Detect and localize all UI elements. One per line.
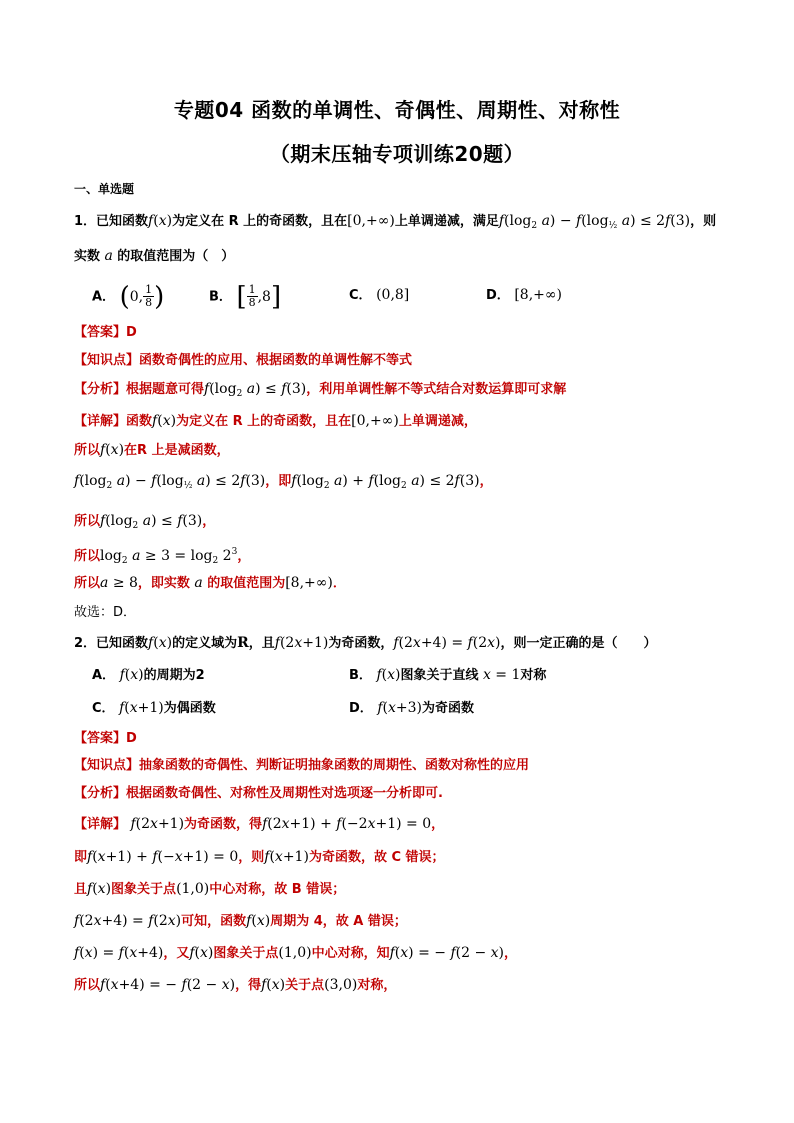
q2-detail-4: f(2x+4) = f(2x)可知，函数f(x)周期为 4，故 A 错误； xyxy=(74,913,407,929)
q2-knowledge-point: 【知识点】抽象函数的奇偶性、判断证明抽象函数的周期性、函数对称性的应用 xyxy=(74,758,530,773)
q2-option-d: D． f(x+3)为奇函数 xyxy=(349,700,475,716)
q2-option-c: C． f(x+1)为偶函数 xyxy=(92,700,216,716)
page-subtitle: （期末压轴专项训练20题） xyxy=(269,142,525,166)
math: $f(\log_2$ $a) - f(\log_{\frac{1}{2}}$ a) ≤ 2f(3) xyxy=(498,213,691,231)
math: [0,+∞) xyxy=(347,213,395,229)
q2-detail-6: 所以f(x+4) = − f(2 − x)，得f(x)关于点(3,0)对称， xyxy=(74,977,397,993)
page-title: 专题04 函数的单调性、奇偶性、周期性、对称性 xyxy=(173,98,621,122)
q2-detail-5: f(x) = f(x+4)，又f(x)图象关于点(1,0)中心对称，知f(x) = − f(2 − x)， xyxy=(74,945,518,961)
q2-detail-1: 【详解】 f(2x+1)为奇函数，得f(2x+1) + f(−2x+1) = 0， xyxy=(74,816,445,832)
section-heading: 一、单选题 xyxy=(74,182,135,196)
q1-option-b: B． [ $\frac{1}{8}$ ,8] xyxy=(209,281,282,312)
q1-knowledge-point: 【知识点】函数奇偶性的应用、根据函数的单调性解不等式 xyxy=(74,353,413,368)
q1-detail-1: 【详解】函数f(x)为定义在 R 上的奇函数，且在[0,+∞)上单调递减， xyxy=(74,413,477,429)
q1-stem-line2: 实数 a 的取值范围为（ ） xyxy=(74,248,235,264)
q1-detail-6: 所以a ≥ 8，即实数 a 的取值范围为[8,+∞)． xyxy=(74,575,346,591)
q2-option-b: B． f(x)图象关于直线 x = 1对称 xyxy=(349,667,547,683)
q1-stem-line1: 1．已知函数f(x)为定义在 R 上的奇函数，且在[0,+∞)上单调递减，满足$f(\log_2$ $a) - f(\log_{\frac{1}{2}}$ a) ≤ 2f(3)，则 xyxy=(74,213,717,231)
q1-option-a: A． (0, $\frac{1}{8}$ ) xyxy=(92,281,165,312)
q1-detail-2: 所以f(x)在R 上是减函数， xyxy=(74,442,230,458)
q2-detail-3: 且f(x)图象关于点(1,0)中心对称，故 B 错误； xyxy=(74,881,346,897)
q1-choice: 故选：D． xyxy=(74,605,137,620)
q2-stem: 2．已知函数f(x)的定义域为R，且f(2x+1)为奇函数，f(2x+4) = f(2x)，则一定正确的是（ ） xyxy=(74,635,657,651)
q2-detail-2: 即f(x+1) + f(−x+1) = 0，则f(x+1)为奇函数，故 C 错误； xyxy=(74,849,445,865)
q1-analysis: 【分析】根据题意可得$f(\log_2$ a) ≤ f(3)，利用单调性解不等式结合对数运算即可求解 xyxy=(74,381,567,399)
q2-answer: 【答案】D xyxy=(74,731,137,746)
q1-option-d: D． [8,+∞) xyxy=(486,287,563,303)
q1-answer: 【答案】D xyxy=(74,325,137,340)
q1-detail-4: 所以$f(\log_2$ a) ≤ f(3)， xyxy=(74,513,216,531)
q1-detail-3: $f(\log_2$ $a) - f(\log_{\frac{1}{2}}$ a) ≤ 2f(3)，即$f(\log_2$ $a) + f(\log_2$ a) ≤ 2f(3)， xyxy=(74,473,493,491)
q1-detail-5: 所以$\log_2 a \ge 3 = \log_2 2^3$， xyxy=(74,547,251,566)
math: f(x) xyxy=(148,213,173,229)
q2-option-a: A． f(x)的周期为2 xyxy=(92,667,205,683)
q1-option-c: C． (0,8] xyxy=(349,287,410,303)
q2-analysis: 【分析】根据函数奇偶性、对称性及周期性对选项逐一分析即可. xyxy=(74,786,443,801)
